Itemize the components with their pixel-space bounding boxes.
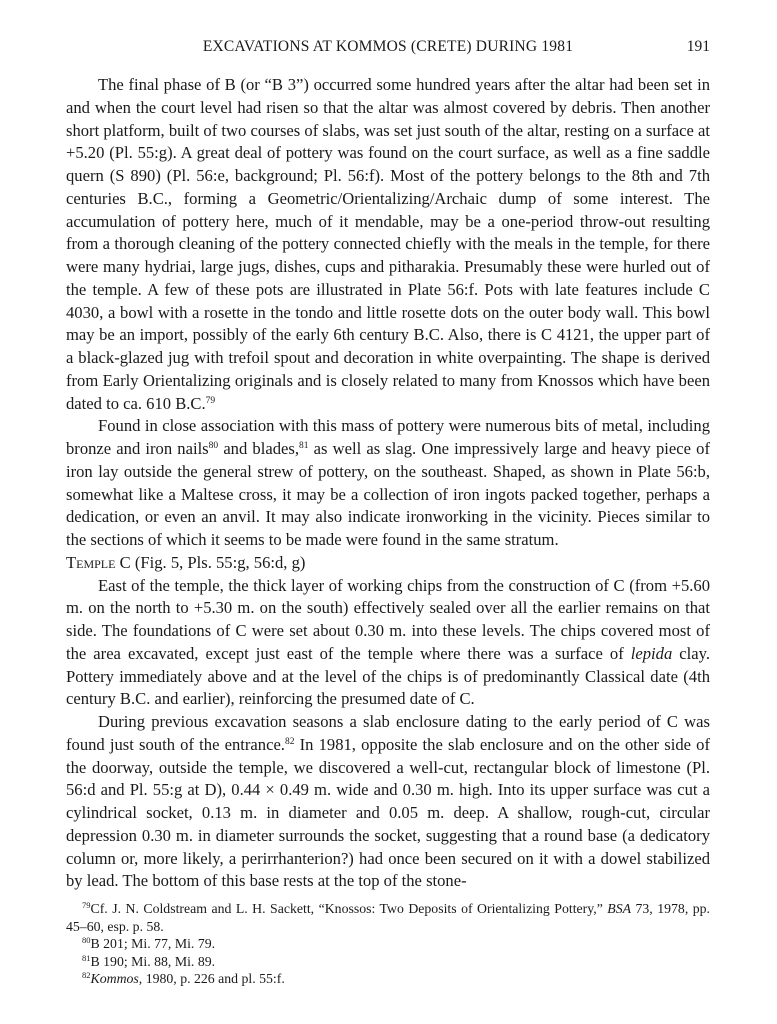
section-letter: C — [119, 552, 131, 572]
paragraph-text: In 1981, opposite the slab enclosure and on the other side of the doorway, outside the temple, we discovered a well-cut, rectangular block of limestone (Pl. 56:d and Pl. 55:g at D), 0.44 × 0.49 m. wide and 0.30 m. high. Into its upper surface was cut a cylindrical socket, 0.13 m. in diameter and 0.05 m. deep. A shallow, rough-cut, circular depression 0.30 m. in diameter surrounds the socket, suggesting that a round base (a dedicatory column or, more likely, a perirrhanterion?) had once been secured on it with a dowel stabilized by lead. The bottom of this base rests at the top of the stone- — [66, 734, 710, 891]
section-heading-temple-c — [66, 552, 710, 575]
footnote-number: 79 — [82, 900, 91, 910]
footnote-text: Cf. J. N. Coldstream and L. H. Sackett, “Knossos: Two Deposits of Orientalizing Pottery,” — [90, 901, 608, 916]
paragraph-text: During previous excavation seasons a slab enclosure dating to the early period of C was found just south of the entrance. — [66, 712, 710, 754]
paragraph-text: The final phase of B (or “B 3”) occurred some hundred years after the altar had been set in and when the court level had risen so that the altar was almost covered by debris. Then another short platform, built of two courses of slabs, was set just south of the altar, resting on a surface at +5.20 (Pl. 55:g). A great deal of pottery was found on the court surface, as well as a fine saddle quern (S 890) (Pl. 56:e, background; Pl. 56:f). Most of the pottery belongs to the 8th and 7th centuries B.C., forming a Geometric/Orientalizing/Archaic dump of some interest. The accumulation of pottery here, much of it mendable, may be a one-period throw-out resulting from a thorough cleaning of the pottery connected chiefly with the meals in the temple, for there were many hydriai, large jugs, dishes, cups and pitharakia. Presumably these were hurled out of the temple. A few of these pots are illustrated in Plate 56:f. Pots with late features include C 4030, a bowl with a rosette in the tondo and little rosette dots on the outer body wall. This bowl may be an import, possibly of the early 6th century B.C. Also, there is C 4121, the upper part of a black-glazed jug with trefoil spout and decoration in white overpainting. The shape is derived from Early Orientalizing originals and is closely related to many from Knossos which have been dated to ca. 610 B.C. — [66, 75, 710, 413]
footnote-81 — [66, 953, 710, 971]
paragraph-text: East of the temple, the thick layer of working chips from the construction of C (from +5.60 m. on the north to +5.30 m. on the south) effectively sealed over all the earlier remains on that side. The foundations of C were set about 0.30 m. into these levels. The chips covered most of the area excavated, except just east of the temple where there was a surface of — [66, 575, 710, 663]
paragraph-working-chips — [66, 575, 710, 712]
footnote-italic: BSA — [607, 901, 632, 916]
paragraph-text: clay. Pottery immediately above and at the level of the chips is of predominantly Classical date (4th century — [66, 643, 711, 709]
footnote-ref: 81 — [298, 441, 309, 451]
italic-term: lepida — [630, 643, 673, 663]
paragraph-text: Found in close association with this mass of pottery were numerous bits of metal, including bronze and iron nails — [66, 416, 710, 458]
footnote-ref: 79 — [205, 395, 216, 406]
footnote-80 — [66, 935, 710, 953]
footnotes — [66, 900, 710, 988]
paragraph-final-phase-b — [66, 74, 710, 415]
footnote-text: 73, 1978, pp. 45–60, esp. p. 58. — [66, 901, 710, 934]
era-abbrev: B.C. — [119, 689, 151, 709]
footnote-text: , 1980, p. 226 and pl. 55:f. — [138, 971, 285, 987]
paragraph-text: and earlier), reinforcing the presumed date of C. — [150, 689, 475, 709]
footnote-number: 82 — [82, 970, 91, 981]
footnote-italic: Kommos — [90, 971, 139, 987]
footnote-ref: 82 — [284, 736, 295, 747]
page-number: 191 — [686, 38, 710, 55]
running-title: EXCAVATIONS AT KOMMOS (CRETE) DURING 1981 — [202, 38, 574, 55]
footnote-ref: 80 — [208, 441, 219, 451]
footnote-text: B 190; Mi. 88, Mi. 89. — [90, 953, 216, 969]
paragraph-text: and blades, — [218, 439, 299, 458]
section-label: Temple — [66, 552, 116, 572]
footnote-number: 80 — [82, 935, 91, 946]
body-text — [66, 74, 710, 893]
footnote-number: 81 — [82, 952, 91, 963]
footnote-text: B 201; Mi. 77, Mi. 79. — [90, 936, 216, 952]
paragraph-text: as well as slag. One impressively large and heavy piece of iron lay outside the general strew of pottery, on the southeast. Shaped, as shown in Plate 56:b, somewhat like a Maltese cross, it may be a collection of iron ingots packed together, perhaps a dedication, or even an anvil. It may also indicate ironworking in the vicinity. Pieces similar to the sections of which it seems to be made were found in the same stratum. — [66, 439, 710, 549]
section-refs: (Fig. 5, Pls. 55:g, 56:d, g) — [130, 552, 306, 572]
footnote-82 — [66, 970, 710, 988]
paragraph-metal-finds — [66, 415, 710, 552]
paragraph-slab-enclosure — [66, 711, 710, 893]
running-header — [66, 38, 710, 60]
footnote-79 — [66, 900, 710, 935]
